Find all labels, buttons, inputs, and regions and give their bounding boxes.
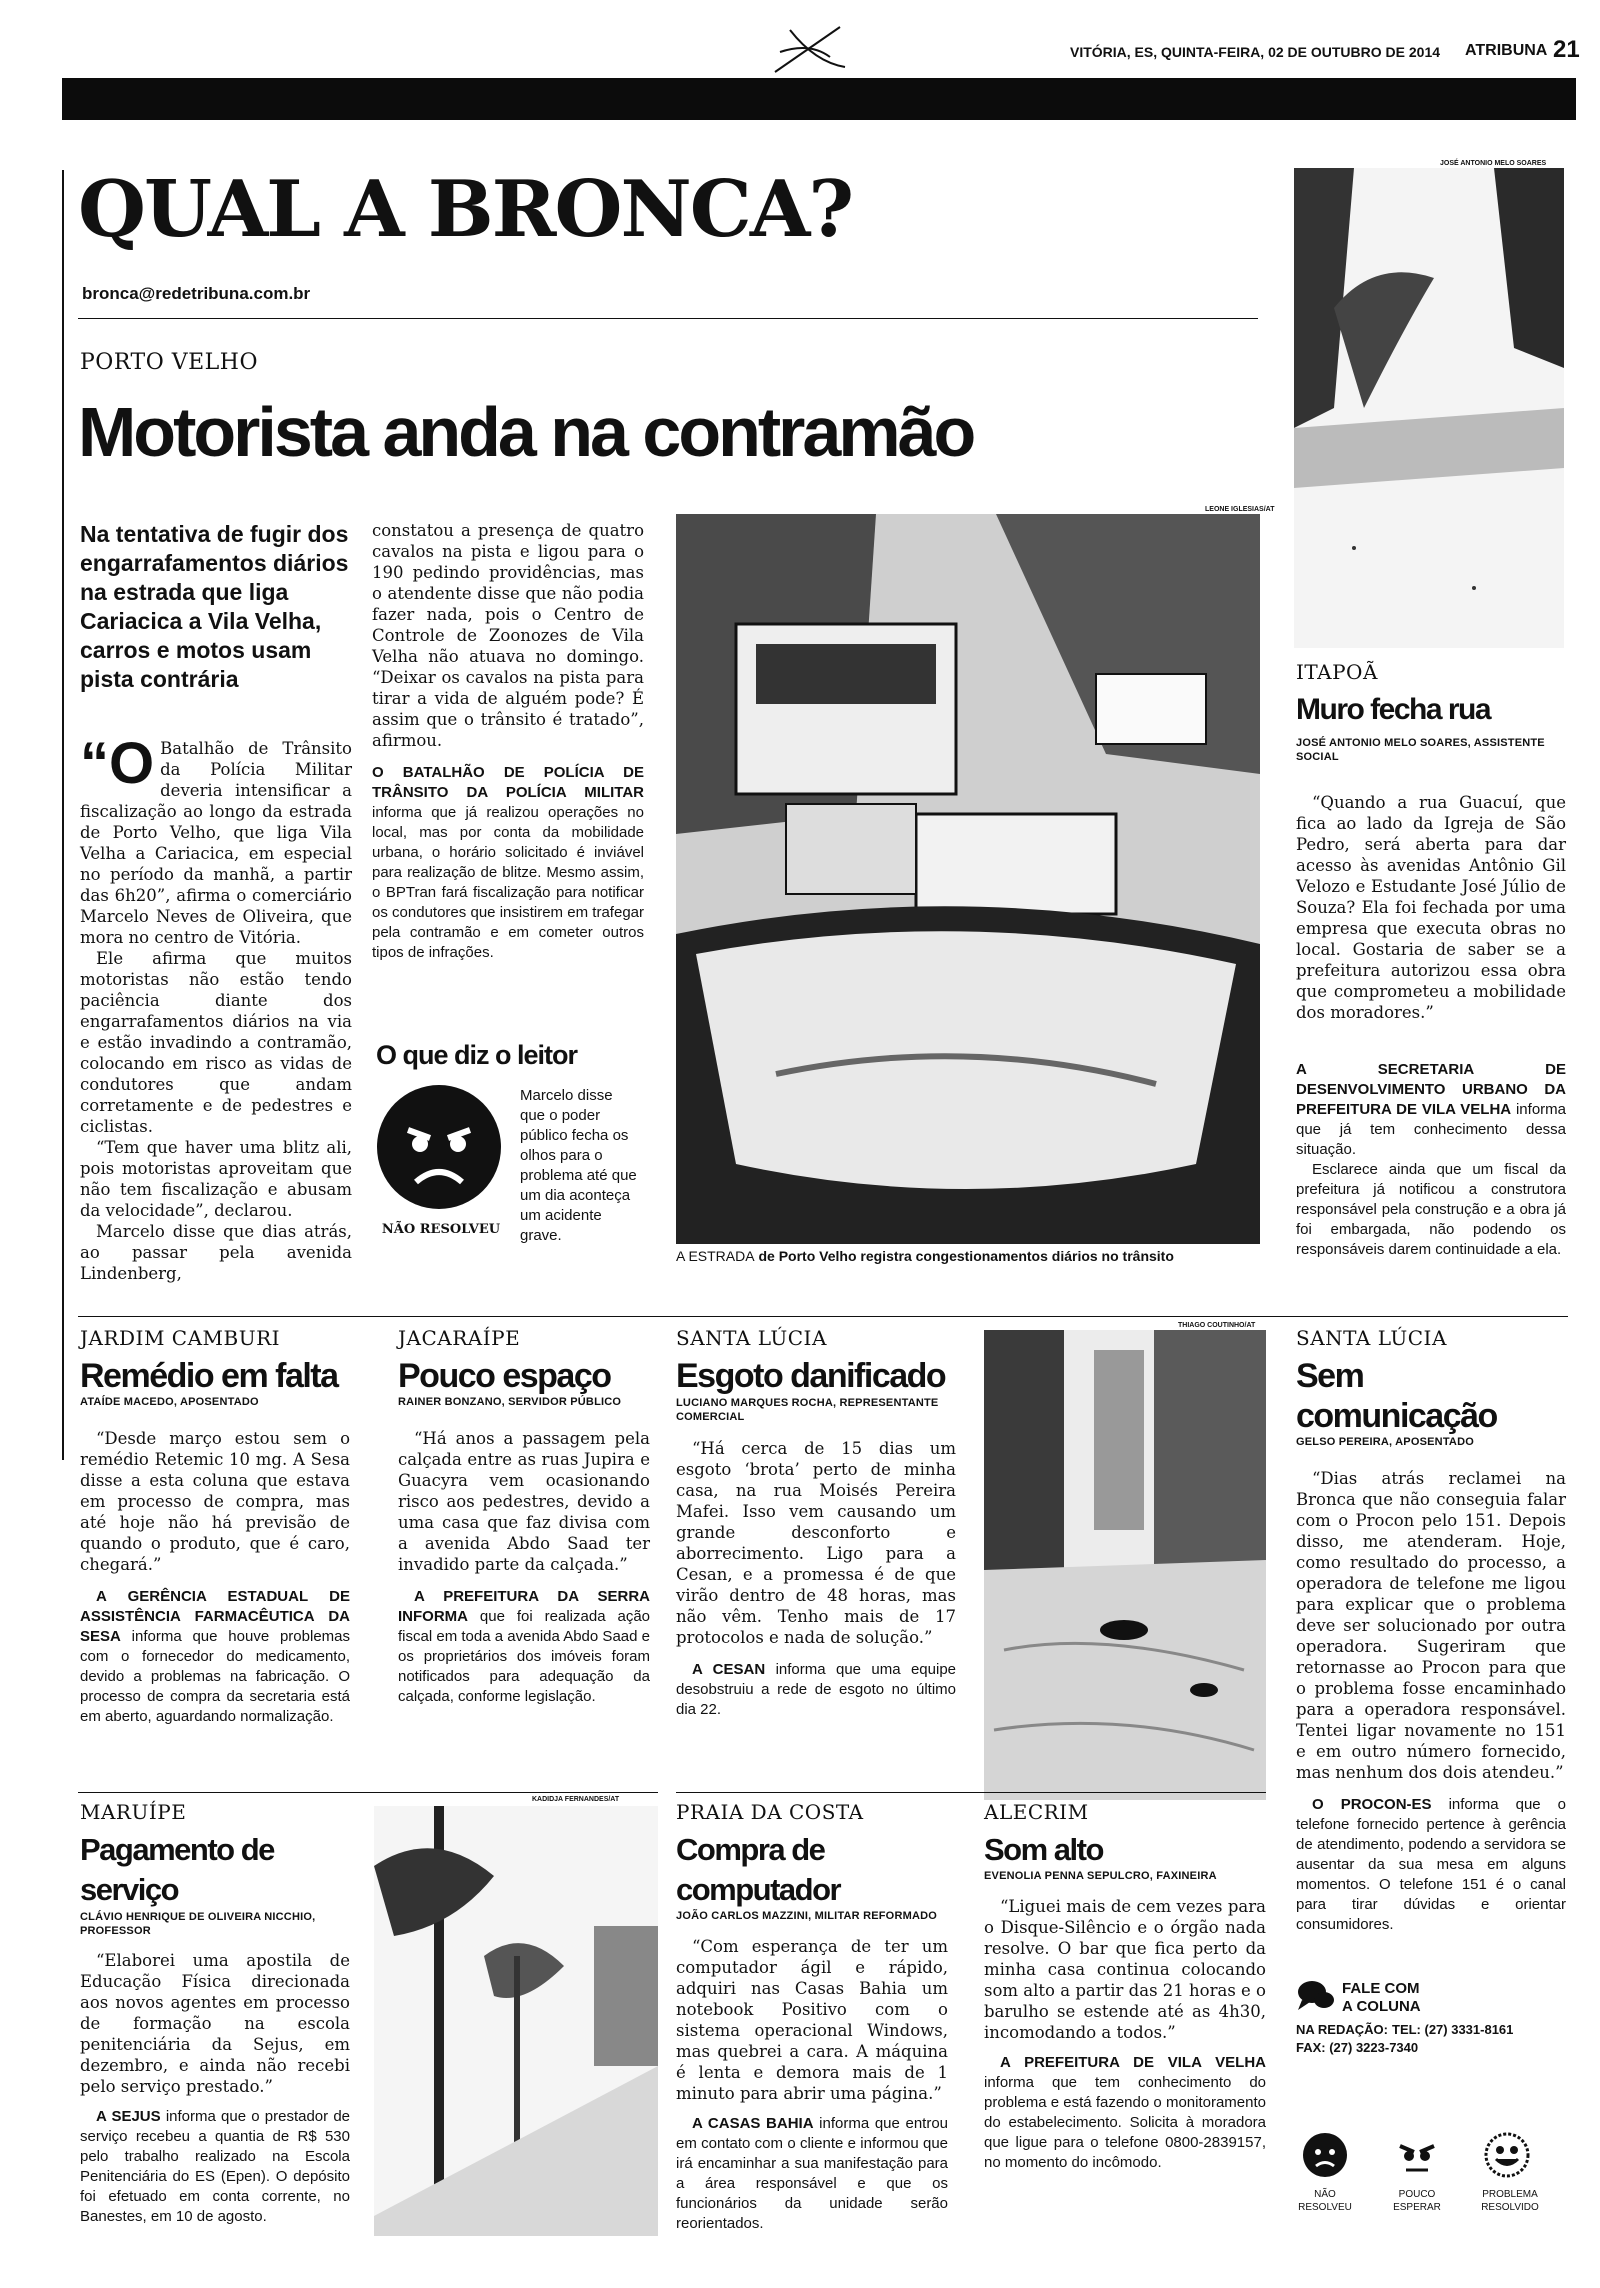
legend-label-3: PROBLEMA RESOLVIDO <box>1481 2189 1539 2213</box>
contact-title1: FALE COM <box>1342 1980 1420 1997</box>
maruipe-photo-credit: KADIDJA FERNANDES/AT <box>532 1796 620 1803</box>
jacaraipe-response-text: que foi realizada ação fiscal em toda a avenida Abdo Saad e os proprietários dos imóveis foram notificados para adequação da calçada, conforme legislação. <box>398 1608 650 1705</box>
santa2-body: “Dias atrás reclamei na Bronca que não conseguia falar com o Procon pelo 151. Depois disso, me atenderam. Hoje, como resultado do processo, a operadora de telefone me ligou para explicar que o problema deve ser solucionado por outra operadora. Sugeriram que retornasse ao Procon para que o problema fosse encaminhado para a operadora responsável. Tentei ligar novamente no 151 e em outro número fornecido, mas nenhum dos dois atendeu.” <box>1296 1469 1566 1782</box>
santa2-response-lead: O PROCON-ES <box>1312 1796 1432 1813</box>
story-jacaraipe <box>398 1326 650 1707</box>
santa1-response-lead: A CESAN <box>692 1661 766 1678</box>
praia-response-text: informa que entrou em contato com o cliente e informou que irá encaminhar a sua manifestação para a área responsável e que os funcionários da unidade serão reorientados. <box>676 2115 949 2232</box>
jardim-response-text: informa que houve problemas com o fornecedor do medicamento, devido a problemas na fabricação. O processo de compra da secretaria está em aberto, aguardando normalização. <box>80 1628 350 1725</box>
santa1-response-text: informa que uma equipe desobstruiu a rede de esgoto no último dia 22. <box>676 1661 957 1718</box>
scribble-mark <box>770 22 850 77</box>
jardim-response-lead: A GERÊNCIA ESTADUAL DE ASSISTÊNCIA FARMACÊUTICA DA SESA <box>80 1588 350 1645</box>
santa2-response <box>1296 1795 1566 1935</box>
leitor-text: Marcelo disse que o poder público fecha os olhos para o problema até que um dia aconteça um acidente grave. <box>520 1087 637 1244</box>
santa1-photo <box>984 1330 1266 1800</box>
santa1-headline: Esgoto danificado <box>676 1357 946 1395</box>
maruipe-response-lead: A SEJUS <box>96 2108 161 2125</box>
story-santa2 <box>1296 1326 1566 1935</box>
main-response <box>372 763 644 963</box>
main-headline: Motorista anda na contramão <box>78 393 974 471</box>
alecrim-response-text: informa que tem conhecimento do problema e está fazendo o monitoramento do estabelecimento. Solicita à moradora que ligue para o telefone 0800-2839157, no momento do incômodo. <box>984 2074 1266 2171</box>
praia-location: PRAIA DA COSTA <box>676 1800 864 1824</box>
contact-title2: A COLUNA <box>1342 1998 1421 2015</box>
santa1-response <box>676 1660 956 1720</box>
santa2-response-text: informa que o telefone fornecido pertence à gerência de atendimento, podendo a servidora se ausentar da sua mesa em alguns momentos. O telefone 151 é o canal para tirar dúvidas e orientar consumidores. <box>1296 1796 1567 1933</box>
row-divider-2 <box>78 1792 658 1793</box>
caption-text: de Porto Velho registra congestionamentos diários no trânsito <box>754 1248 1174 1264</box>
legend-label-1: NÃO RESOLVEU <box>1298 2189 1352 2213</box>
legend-angry-icon <box>1302 2132 1348 2178</box>
jardim-byline: ATAÍDE MACEDO, APOSENTADO <box>80 1396 259 1408</box>
santa2-byline: GELSO PEREIRA, APOSENTADO <box>1296 1436 1474 1448</box>
praia-headline: Compra de computador <box>676 1832 841 1907</box>
jardim-headline: Remédio em falta <box>80 1357 338 1395</box>
contact-label: NA REDAÇÃO: <box>1296 2022 1388 2037</box>
itapoa-byline: JOSÉ ANTONIO MELO SOARES, ASSISTENTE SOCIAL <box>1296 737 1545 763</box>
itapoa-photo-credit: JOSÉ ANTONIO MELO SOARES <box>1440 160 1547 167</box>
caption-lead: A ESTRADA <box>676 1248 755 1264</box>
main-response-lead: O BATALHÃO DE POLÍCIA DE TRÂNSITO DA POLÍCIA MILITAR <box>372 764 644 801</box>
main-caption <box>676 1248 1266 1264</box>
legend-waiting-icon <box>1394 2138 1440 2178</box>
maruipe-location: MARUÍPE <box>80 1800 187 1824</box>
row-divider <box>78 1316 1568 1317</box>
main-col2 <box>372 520 644 963</box>
santa1-location: SANTA LÚCIA <box>676 1326 827 1350</box>
itapoa-location: ITAPOÃ <box>1296 660 1378 684</box>
santa1-byline: LUCIANO MARQUES ROCHA, REPRESENTANTE COMERCIAL <box>676 1397 939 1423</box>
alecrim-headline: Som alto <box>984 1832 1103 1867</box>
main-para1: Batalhão de Trânsito da Polícia Militar deveria intensificar a fiscalização ao longo da estrada de Porto Velho, que liga Vila Velha a Cariacica, em especial no período da manhã, a partir das 6h20”, afirma o comerciário Marcelo Neves de Oliveira, que mora no centro de Vitória. <box>80 739 352 947</box>
maruipe-body: “Elaborei uma apostila de Educação Física direcionada aos novos agentes em processo de formação na escola penitenciária da Sejus, em dezembro, e ainda não recebi pelo serviço prestado.” <box>80 1951 350 2096</box>
leitor-title: O que diz o leitor <box>376 1040 578 1070</box>
main-para2: Ele afirma que muitos motoristas não estão tendo paciência diante dos engarrafamentos diários na via e estão invadindo a contramão, colocando em risco as vidas de condutores que andam corretamente e de pedestres e ciclistas. <box>80 949 352 1136</box>
maruipe-byline: CLÁVIO HENRIQUE DE OLIVEIRA NICCHIO, PROFESSOR <box>80 1911 316 1937</box>
story-praia <box>676 1800 948 2234</box>
main-col1 <box>80 731 352 1284</box>
section-title: QUAL A BRONCA? <box>78 164 853 255</box>
main-lede: Na tentativa de fugir dos engarrafamentos diários na estrada que liga Cariacica a Vila Velha, carros e motos usam pista contrária <box>80 521 349 692</box>
jacaraipe-byline: RAINER BONZANO, SERVIDOR PÚBLICO <box>398 1396 622 1408</box>
left-border <box>62 170 64 1460</box>
itapoa-photo <box>1294 168 1564 648</box>
story-santa1 <box>676 1326 956 1720</box>
santa2-location: SANTA LÚCIA <box>1296 1326 1447 1350</box>
alecrim-location: ALECRIM <box>984 1800 1089 1824</box>
santa1-photo-credit: THIAGO COUTINHO/AT <box>1178 1322 1256 1329</box>
praia-response-lead: A CASAS BAHIA <box>692 2115 814 2132</box>
main-col2-text: constatou a presença de quatro cavalos na pista e ligou para o 190 pedindo providências, mas o atendente disse que não podia fazer nada, pois o Centro de Controle de Zoonozes de Vila Velha não atuava no domingo. “Deixar os cavalos na pista para tirar a vida de alguém pode? É assim que o trânsito é tratado”, afirmou. <box>372 521 644 750</box>
jardim-location: JARDIM CAMBURI <box>80 1326 281 1350</box>
itapoa-response <box>1296 1060 1566 1260</box>
dropcap: “O <box>80 731 155 796</box>
itapoa-response-text: informa que já tem conhecimento dessa situação. <box>1296 1101 1566 1158</box>
main-photo <box>676 514 1260 1244</box>
story-jardim <box>80 1326 350 1727</box>
alecrim-response <box>984 2053 1266 2173</box>
alecrim-byline: EVENOLIA PENNA SEPULCRO, FAXINEIRA <box>984 1870 1217 1882</box>
maruipe-response <box>80 2107 350 2227</box>
story-maruipe <box>80 1800 350 2227</box>
main-photo-credit: LEONE IGLESIAS/AT <box>1205 506 1275 513</box>
maruipe-headline: Pagamento de serviço <box>80 1832 274 1907</box>
itapoa-response2: Esclarece ainda que um fiscal da prefeitura já notificou a construtora responsável pela construção e a obra já foi embargada, não podendo os responsáveis darem continuidade a ela. <box>1296 1161 1566 1258</box>
alecrim-body: “Liguei mais de cem vezes para o Disque-Silêncio e o órgão nada resolve. O bar que fica perto da minha casa continua colocando som alto a partir das 21 horas e o barulho se estende até as 4h30, incomodando a todos.” <box>984 1897 1266 2042</box>
main-para3: “Tem que haver uma blitz ali, pois motoristas aproveitam que não tem fiscalização e abusam da velocidade”, declarou. <box>80 1138 352 1220</box>
row-divider-3 <box>676 1792 1266 1793</box>
itapoa-response-lead: A SECRETARIA DE DESENVOLVIMENTO URBANO DA PREFEITURA DE VILA VELHA <box>1296 1061 1566 1118</box>
contact-fax: FAX: (27) 3223-7340 <box>1296 2040 1419 2055</box>
main-response-text: informa que já realizou operações no local, mas por conta da mobilidade urbana, o horário solicitado é inviável para realização de blitze. Mesmo assim, o BPTran fará fiscalização para notificar os condutores que insistirem em trafegar pela contramão e em cometer outros tipos de infrações. <box>372 804 644 961</box>
main-para4: Marcelo disse que dias atrás, ao passar pela avenida Lindenberg, <box>80 1222 352 1283</box>
itapoa-headline: Muro fecha rua <box>1296 693 1491 726</box>
jacaraipe-response-lead: A PREFEITURA DA SERRA INFORMA <box>398 1588 650 1625</box>
praia-response <box>676 2114 948 2234</box>
jardim-body: “Desde março estou sem o remédio Retemic 10 mg. A Sesa disse a esta coluna que estava em processo de compra, mas até hoje não há previsão de quando o produto, que é caro, chegará.” <box>80 1429 350 1574</box>
praia-body: “Com esperança de ter um computador ágil e rápido, adquiri nas Casas Bahia um notebook Positivo com o sistema operacional Windows, mas quebrei a cara. A máquina é lenta e demora mais de 1 minuto para abrir uma página.” <box>676 1937 948 2103</box>
alecrim-response-lead: A PREFEITURA DE VILA VELHA <box>1000 2054 1266 2071</box>
paper-name: ATRIBUNA <box>1465 42 1548 59</box>
jacaraipe-body: “Há anos a passagem pela calçada entre as ruas Jupira e Guacyra vem ocasionando risco aos pedestres, devido a uma casa que faz divisa com a avenida Abdo Saad ter invadido parte da calçada.” <box>398 1429 650 1574</box>
santa2-headline: Sem comunicação <box>1296 1357 1497 1435</box>
page-number: 21 <box>1553 36 1580 63</box>
santa1-body: “Há cerca de 15 dias um esgoto ‘brota’ perto de minha casa, na rua Moisés Pereira Mafei. Isso vem causando um grande desconforto e aborrecimento. Ligo para a Cesan, e a promessa é de que virão dentro de 48 horas, mas não vêm. Tenho mais de 17 protocolos e nada de solução.” <box>676 1439 956 1647</box>
dateline: VITÓRIA, ES, QUINTA-FEIRA, 02 DE OUTUBRO DE 2014 <box>1070 44 1441 60</box>
story-alecrim <box>984 1800 1266 2173</box>
jacaraipe-headline: Pouco espaço <box>398 1357 611 1395</box>
jacaraipe-location: JACARAÍPE <box>398 1326 521 1350</box>
divider <box>78 318 1258 319</box>
maruipe-photo <box>374 1806 658 2236</box>
jardim-response <box>80 1587 350 1727</box>
jacaraipe-response <box>398 1587 650 1707</box>
section-email: bronca@redetribuna.com.br <box>82 284 311 303</box>
angry-face-icon <box>374 1082 504 1212</box>
itapoa-body: “Quando a rua Guacuí, que fica ao lado da Igreja de São Pedro, será aberta para dar acesso às avenidas Antônio Gil Velozo e Estudante José Júlio de Souza? Ela foi fechada por uma empresa que executa obras no local. Gostaria de saber se a prefeitura autorizou essa obra que comprometeu a mobilidade dos moradores.” <box>1296 793 1566 1022</box>
speech-bubble-icon <box>1296 1978 1336 2014</box>
leitor-status: NÃO RESOLVEU <box>381 1222 501 1237</box>
legend-happy-icon <box>1484 2132 1530 2178</box>
legend-label-2: POUCO ESPERAR <box>1393 2189 1441 2213</box>
praia-byline: JOÃO CARLOS MAZZINI, MILITAR REFORMADO <box>676 1910 937 1922</box>
header-bar <box>62 78 1576 120</box>
maruipe-response-text: informa que o prestador de serviço recebeu a quantia de R$ 530 pelo trabalho realizado na Escola Penitenciária do ES (Epen). O depósito foi efetuado em conta corrente, no Banestes, em 10 de agosto. <box>80 2108 350 2225</box>
main-location: PORTO VELHO <box>80 350 258 375</box>
contact-tel: TEL: (27) 3331-8161 <box>1392 2022 1514 2037</box>
